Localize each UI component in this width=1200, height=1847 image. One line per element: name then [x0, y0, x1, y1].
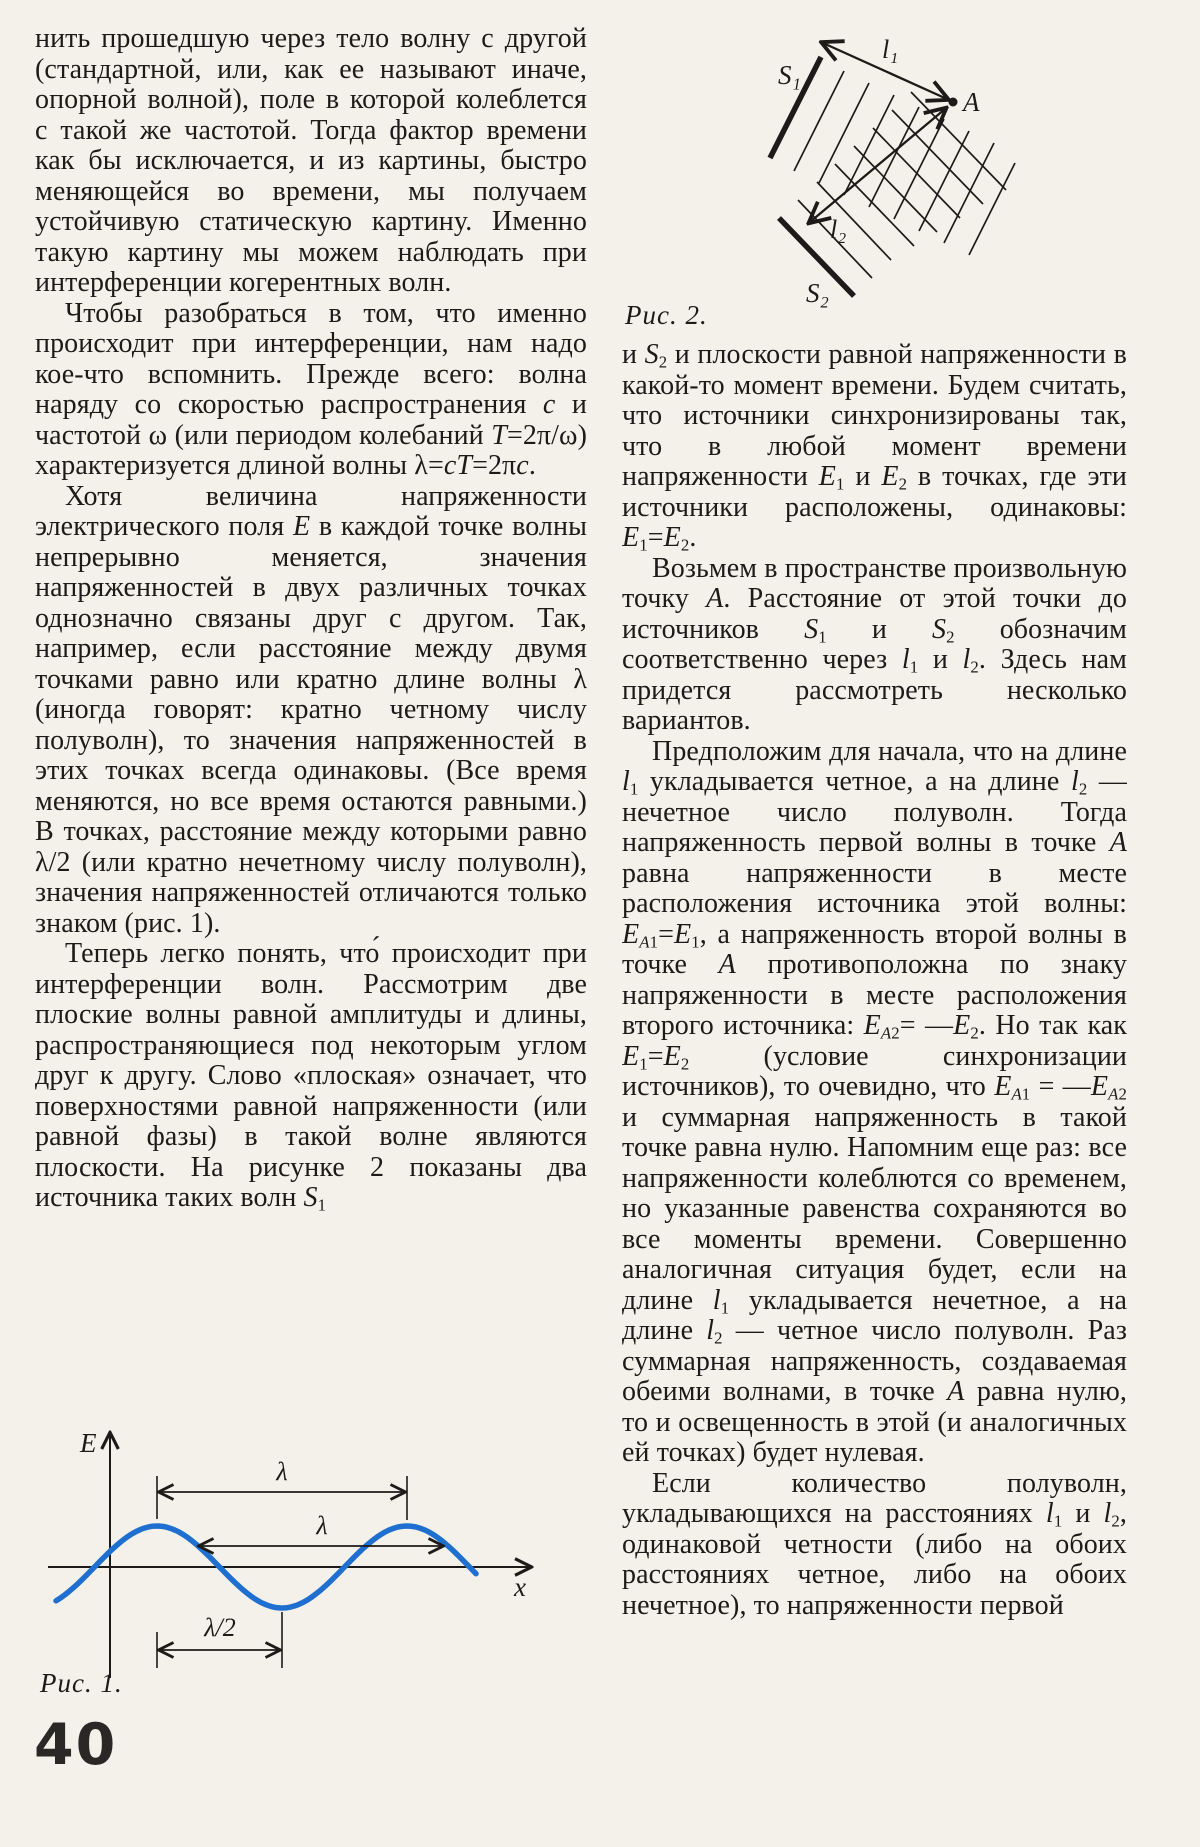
- paragraph: нить прошедшую через тело волну с другой (стандартной, или, как ее называют иначе, опорной волной), поле в которой колеблется с такой же частотой. Тогда фактор времени как бы исключается, и из картины, быстро меняющейся во времени, мы получаем устойчивую статическую картину. Именно такую картину мы можем наблюдать при интерференции когерентных волн.: [35, 24, 587, 298]
- paragraph: Предположим для начала, что на длине $l_1$ укладывается четное, а на длине $l_2$ — нечетное число полуволн. Тогда напряженность первой волны в точке A равна напряженности в месте расположения источника этой волны: $E_{A1}=E_1$, а напряженность второй волны в точке A противоположна по знаку напряженности в месте расположения второго источника: $E_{A2}=$ $—E_2$. Но так как $E_1=E_2$ (условие синхронизации источников), то очевидно, что $E_{A1}$ = $—E_{A2}$ и суммарная напряженность в такой точке равна нулю. Напомним еще раз: все напряженности колеблются со временем, но указанные равенства сохраняются во все моменты времени. Совершенно аналогичная ситуация будет, если на длине $l_1$ укладывается нечетное, а на длине $l_2$ — четное число полуволн. Раз суммарная напряженность, создаваемая обеими волнами, в точке A равна нулю, то и освещенность в этой (и аналогичных ей точках) будет нулевая.: [622, 735, 1127, 1468]
- distance-l2-arrow: [810, 109, 945, 222]
- source-s2-label: S₂: [806, 278, 829, 308]
- y-axis-label: E: [80, 1428, 97, 1458]
- right-text-column: [622, 340, 1127, 1820]
- paragraph: и $S_2$ и плоскости равной напряженности в какой-то момент времени. Будем считать, что источники синхронизированы так, что в любой момент времени напряженности $E_1$ и $E_2$ в точках, где эти источники расположены, одинаковы: $E_1=E_2$.: [622, 340, 1127, 555]
- paragraph: Чтобы разобраться в том, что именно происходит при интерференции, нам надо кое-что вспомнить. Прежде всего: волна наряду со скоростью распространения c и частотой ω (или периодом колебаний T=2π/ω) характеризуется длиной волны λ=cT=2πc.: [35, 297, 587, 481]
- figure-1-caption: Рис. 1.: [40, 1668, 123, 1698]
- wave1-wavefronts: [794, 71, 1015, 255]
- wave2-wavefronts: [798, 92, 1006, 278]
- figure-1: [30, 1418, 575, 1683]
- source-s1-label: S₁: [778, 60, 801, 90]
- distance-l1-label: l₁: [882, 35, 899, 64]
- distance-l2-label: l₂: [830, 215, 847, 244]
- figure-2-caption: Рис. 2.: [625, 300, 708, 330]
- point-a-dot: [949, 98, 958, 107]
- paragraph: Если количество полуволн, укладывающихся на расстояниях $l_1$ и $l_2$, одинаковой четности (либо на обоих расстояниях четное, либо на обоих нечетное), то напряженности первой: [622, 1467, 1127, 1621]
- point-a-label: A: [963, 87, 980, 117]
- left-text-column: [35, 24, 587, 1396]
- paragraph: Теперь легко понять, что́ происходит при интерференции волн. Рассмотрим две плоские волны равной амплитуды и длины, распространяющиеся под некоторым углом друг к другу. Слово «плоская» означает, что поверхностями равной напряженности (или равной фазы) в такой волне являются плоскости. На рисунке 2 показаны два источника таких волн $S_1$: [35, 938, 587, 1215]
- wavelength-label-middle: λ: [316, 1511, 328, 1540]
- figure-2: [620, 10, 1125, 308]
- paragraph: Возьмем в пространстве произвольную точку A. Расстояние от этой точки до источников $S_1$ и $S_2$ обозначим соответственно через $l_1$ и $l_2$. Здесь нам придется рассмотреть несколько вариантов.: [622, 552, 1127, 736]
- x-axis-label: x: [514, 1572, 526, 1602]
- wavelength-label-top: λ: [276, 1457, 288, 1486]
- paragraph: Хотя величина напряженности электрического поля E в каждой точке волны непрерывно меняется, значения напряженностей в двух различных точках однозначно связаны друг с другом. Так, например, если расстояние между двумя точками равно или кратно длине волны λ (иногда говорят: кратно четному числу полуволн), то значения напряженностей в этих точках всегда одинаковы. (Все время меняются, но все время остаются равными.) В точках, расстояние между которыми равно λ/2 (или кратно нечетному числу полуволн), значения напряженностей отличаются только знаком (рис. 1).: [35, 480, 587, 939]
- half-wavelength-label: λ/2: [204, 1613, 236, 1642]
- page-number: 40: [34, 1712, 118, 1778]
